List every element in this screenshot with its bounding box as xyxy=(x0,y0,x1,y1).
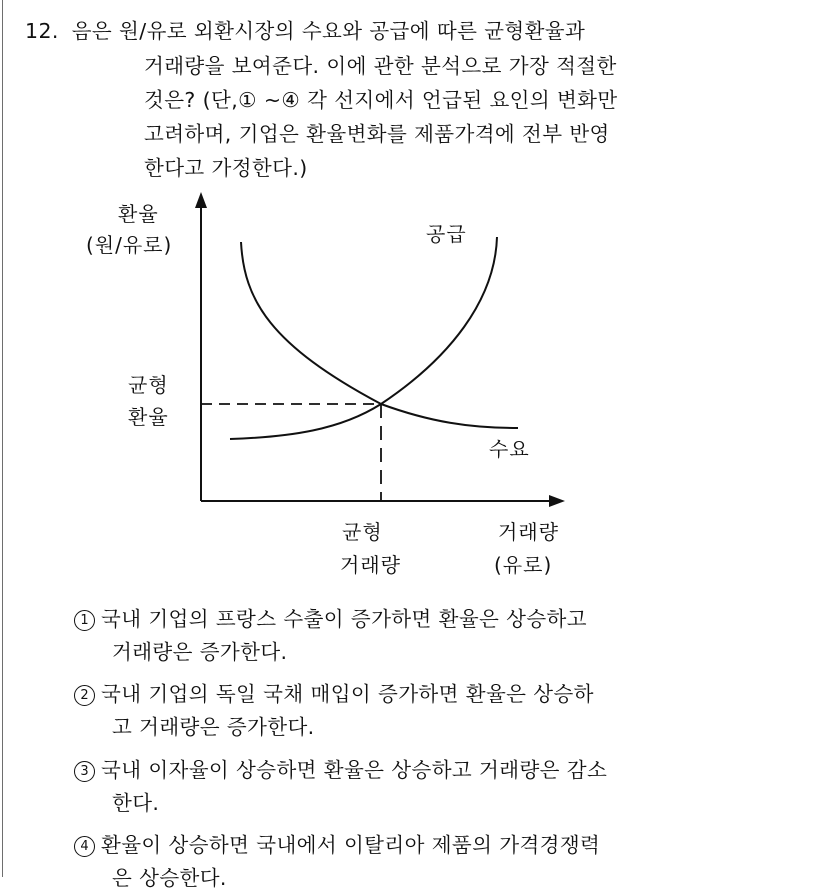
equilibrium-rate-label-line-1: 균형 xyxy=(128,373,169,397)
x-axis-label-line-1: 거래량 xyxy=(498,520,559,544)
option-3[interactable] xyxy=(74,756,607,784)
option-4-marker: 4 xyxy=(74,836,95,857)
option-1-marker: 1 xyxy=(74,610,95,631)
y-axis-label-line-2: (원/유로) xyxy=(86,233,173,257)
option-4[interactable] xyxy=(74,831,600,859)
supply-curve-label: 공급 xyxy=(426,222,467,246)
question-text-line-2: 거래량을 보여준다. 이에 관한 분석으로 가장 적절한 xyxy=(144,54,617,78)
y-axis-arrow-icon xyxy=(195,192,207,208)
option-3-text-line-1: 국내 이자율이 상승하면 환율은 상승하고 거래량은 감소 xyxy=(101,758,608,782)
question-text-line-5: 한다고 가정한다.) xyxy=(144,156,308,180)
option-2-text-line-2: 고 거래량은 증가한다. xyxy=(112,715,315,739)
equilibrium-quantity-label-line-2: 거래량 xyxy=(340,553,401,577)
demand-curve-label: 수요 xyxy=(489,437,530,461)
question-first-line xyxy=(25,17,585,45)
supply-curve xyxy=(230,237,497,439)
equilibrium-rate-label-line-2: 환율 xyxy=(128,405,169,429)
question-text-line-4: 고려하며, 기업은 환율변화를 제품가격에 전부 반영 xyxy=(144,122,610,146)
option-2-text-line-1: 국내 기업의 독일 국채 매입이 증가하면 환율은 상승하 xyxy=(101,682,594,706)
option-3-text-line-2: 한다. xyxy=(112,791,160,815)
option-4-text-line-2: 은 상승한다. xyxy=(112,866,227,890)
y-axis-label-line-1: 환율 xyxy=(118,202,159,226)
option-1[interactable] xyxy=(74,605,587,633)
equilibrium-quantity-label-line-1: 균형 xyxy=(342,520,383,544)
question-number: 12. xyxy=(25,19,59,43)
question-text-line-1: 음은 원/유로 외환시장의 수요와 공급에 따른 균형환율과 xyxy=(71,19,586,43)
option-2-marker: 2 xyxy=(74,685,95,706)
x-axis-label-line-2: (유로) xyxy=(494,553,553,577)
option-4-text-line-1: 환율이 상승하면 국내에서 이탈리아 제품의 가격경쟁력 xyxy=(101,833,601,857)
question-text-line-3: 것은? (단,① ~④ 각 선지에서 언급된 요인의 변화만 xyxy=(144,88,618,112)
option-1-text-line-2: 거래량은 증가한다. xyxy=(112,640,288,664)
option-2[interactable] xyxy=(74,680,594,708)
option-3-marker: 3 xyxy=(74,761,95,782)
exchange-market-graph xyxy=(0,180,826,590)
option-1-text-line-1: 국내 기업의 프랑스 수출이 증가하면 환율은 상승하고 xyxy=(101,607,587,631)
x-axis-arrow-icon xyxy=(549,495,565,507)
demand-curve xyxy=(241,242,518,428)
